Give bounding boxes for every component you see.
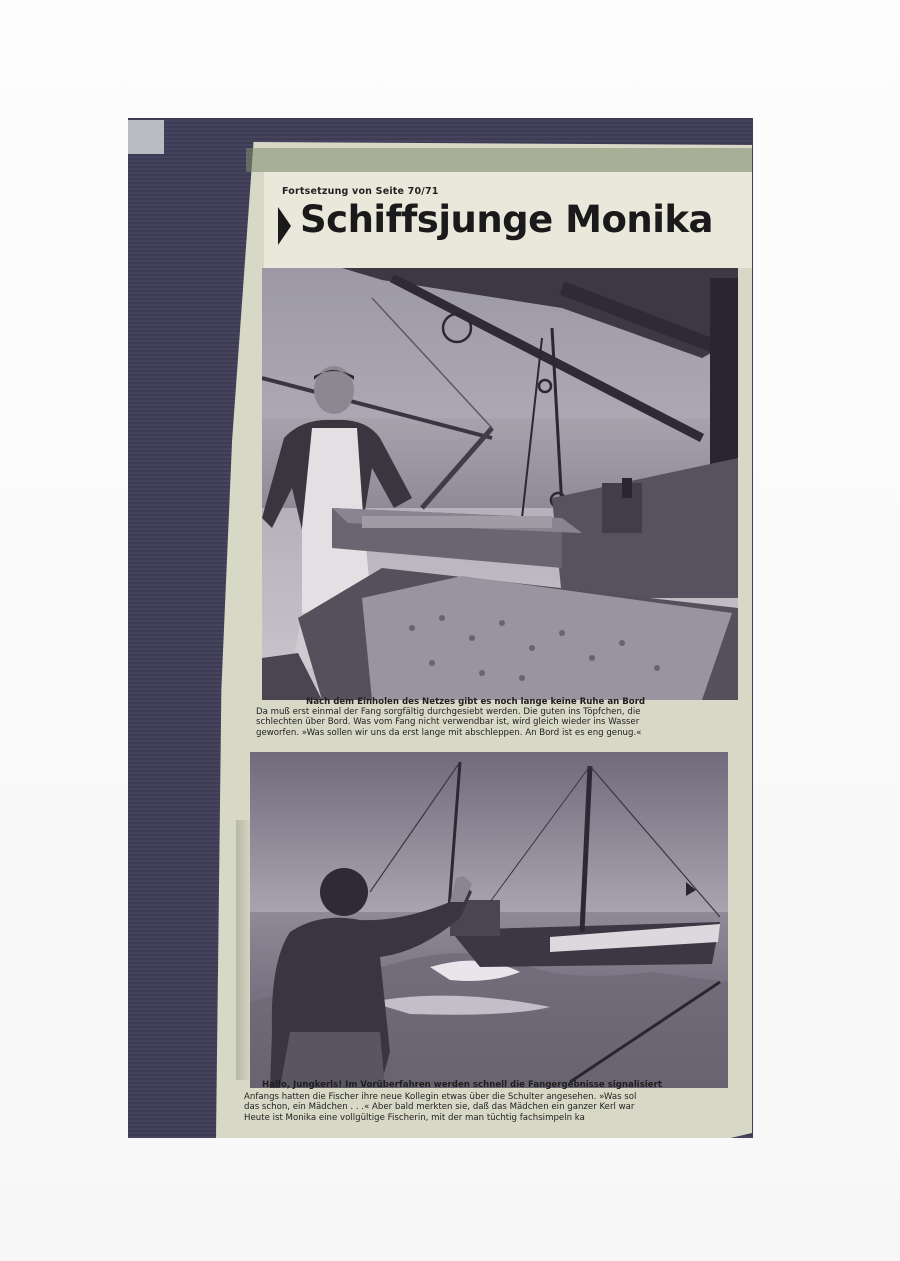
- tape-scrap: [128, 120, 164, 154]
- caption-line: Anfangs hatten die Fischer ihre neue Kollegin etwas über die Schulter angesehen. »Was sol: [244, 1092, 637, 1102]
- continuation-note: Fortsetzung von Seite 70/71: [282, 186, 439, 197]
- caption-line: geworfen. »Was sollen wir uns da erst lange mit abschleppen. An Bord ist es eng genug.«: [256, 727, 642, 738]
- clipping-top-band: [246, 148, 752, 172]
- headline: Schiffsjunge Monika: [300, 198, 713, 241]
- caption-line: Da muß erst einmal der Fang sorgfältig durchgesiebt werden. Die guten ins Töpfchen, die: [256, 707, 641, 717]
- caption-bottom-body: [244, 1092, 722, 1123]
- caption-top-title: Nach dem Einholen des Netzes gibt es noch lange keine Ruhe an Bord: [306, 697, 646, 707]
- paper-wear-mark: [236, 820, 250, 1080]
- photo-fisherman-waving-at-boat: [250, 752, 728, 1088]
- caption-bottom-title: Hallo, Jungkerls! Im Vorüberfahren werden schnell die Fangergebnisse signalisiert: [262, 1080, 662, 1090]
- caption-top-body: [256, 707, 736, 738]
- photo-fisherwoman-sieving-catch: [262, 268, 738, 700]
- caption-line: Heute ist Monika eine vollgültige Fischerin, mit der man tüchtig fachsimpeln ka: [244, 1112, 585, 1123]
- caption-line: das schon, ein Mädchen . . .« Aber bald merkten sie, daß das Mädchen ein ganzer Kerl war: [244, 1102, 635, 1113]
- arrow-marker-icon: [278, 207, 291, 245]
- caption-line: schlechten über Bord. Was vom Fang nicht verwendbar ist, wird gleich wieder ins Wasser: [256, 717, 640, 728]
